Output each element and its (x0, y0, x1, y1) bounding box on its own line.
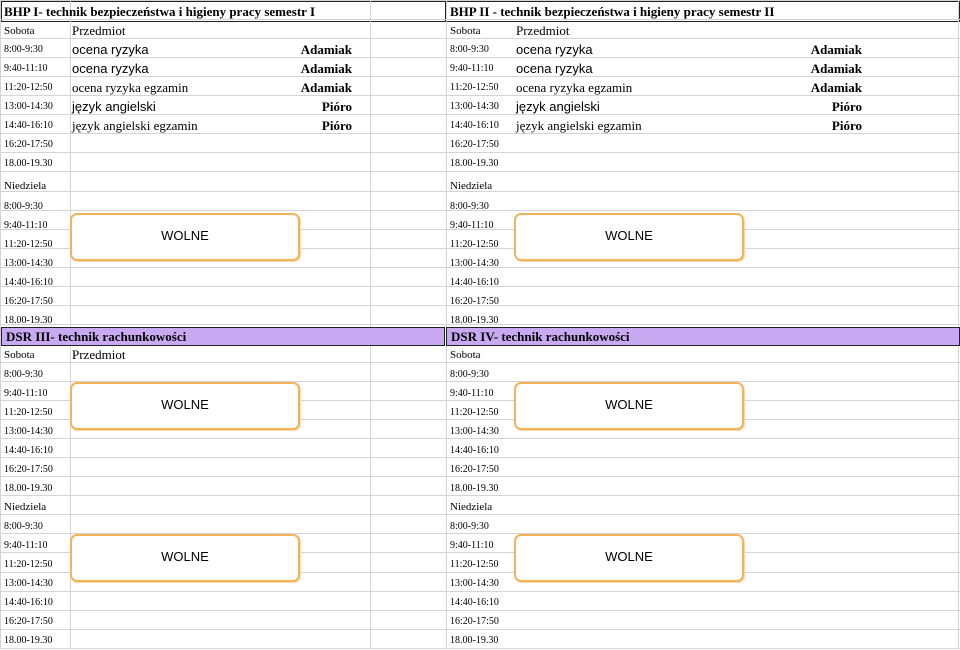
wolne-box-dsr4-sunday: WOLNE (514, 534, 744, 582)
teacher-cell (296, 154, 352, 173)
time-slot: 9:40-11:10 (4, 540, 48, 551)
time-slot: 18.00-19.30 (450, 483, 499, 494)
subject-cell: ocena ryzyka (516, 42, 593, 57)
time-slot: 13:00-14:30 (450, 578, 499, 589)
time-slot: 8:00-9:30 (450, 369, 489, 380)
sobota-label: Sobota (450, 25, 481, 37)
time-slot: 11:20-12:50 (4, 407, 53, 418)
time-slot: 14:40-16:10 (4, 597, 53, 608)
teacher-cell (806, 154, 862, 173)
time-slot: 16:20-17:50 (4, 139, 53, 150)
time-slot: 13:00-14:30 (450, 101, 499, 112)
grid-col-line (370, 0, 371, 648)
teacher-cell: Adamiak (300, 61, 352, 76)
subject-cell: ocena ryzyka (72, 42, 149, 57)
time-slot: 13:00-14:30 (4, 426, 53, 437)
subject-cell: język angielski (516, 99, 600, 114)
time-slot: 14:40-16:10 (4, 277, 53, 288)
time-slot: 16:20-17:50 (450, 616, 499, 627)
time-slot: 9:40-11:10 (4, 63, 48, 74)
subject-cell: ocena ryzyka egzamin (516, 80, 633, 95)
niedziela-label: Niedziela (4, 180, 47, 192)
time-slot: 11:20-12:50 (4, 239, 53, 250)
time-slot: 18.00-19.30 (4, 158, 53, 169)
time-slot: 9:40-11:10 (4, 388, 48, 399)
teacher-cell: Pióro (831, 118, 862, 133)
teacher-cell: Adamiak (300, 42, 352, 57)
przedmiot-header: Przedmiot (72, 23, 126, 38)
subject-cell: ocena ryzyka (72, 61, 149, 76)
subject-cell: język angielski egzamin (72, 118, 198, 133)
time-slot: 14:40-16:10 (4, 120, 53, 131)
time-slot: 14:40-16:10 (450, 445, 499, 456)
teacher-cell: Pióro (321, 99, 352, 114)
przedmiot-header: Przedmiot (72, 347, 126, 362)
time-slot: 9:40-11:10 (450, 540, 494, 551)
time-slot: 9:40-11:10 (450, 63, 494, 74)
grid-row-line (0, 0, 960, 1)
time-slot: 13:00-14:30 (4, 101, 53, 112)
time-slot: 8:00-9:30 (4, 201, 43, 212)
time-slot: 11:20-12:50 (4, 559, 53, 570)
subject-cell: ocena ryzyka egzamin (72, 80, 189, 95)
time-slot: 8:00-9:30 (450, 44, 489, 55)
time-slot: 13:00-14:30 (450, 426, 499, 437)
wolne-box-dsr4-saturday: WOLNE (514, 382, 744, 430)
niedziela-label: Niedziela (450, 180, 493, 192)
time-slot: 11:20-12:50 (450, 407, 499, 418)
time-slot: 14:40-16:10 (450, 120, 499, 131)
teacher-cell (806, 135, 862, 154)
teacher-cell: Pióro (831, 99, 862, 114)
time-slot: 11:20-12:50 (450, 239, 499, 250)
sobota-label: Sobota (450, 349, 481, 361)
time-slot: 11:20-12:50 (4, 82, 53, 93)
time-slot: 16:20-17:50 (450, 464, 499, 475)
time-slot: 9:40-11:10 (4, 220, 48, 231)
subject-cell: język angielski egzamin (516, 118, 642, 133)
time-slot: 14:40-16:10 (450, 277, 499, 288)
time-slot: 16:20-17:50 (450, 139, 499, 150)
time-slot: 9:40-11:10 (450, 220, 494, 231)
time-slot: 13:00-14:30 (4, 258, 53, 269)
time-slot: 11:20-12:50 (450, 82, 499, 93)
time-slot: 13:00-14:30 (450, 258, 499, 269)
block-title-bhp-2: BHP II - technik bezpieczeństwa i higieny pracy semestr II (450, 4, 775, 19)
time-slot: 9:40-11:10 (450, 388, 494, 399)
time-slot: 8:00-9:30 (4, 44, 43, 55)
time-slot: 13:00-14:30 (4, 578, 53, 589)
niedziela-label: Niedziela (4, 501, 47, 513)
time-slot: 18.00-19.30 (450, 315, 499, 326)
time-slot: 11:20-12:50 (450, 559, 499, 570)
time-slot: 16:20-17:50 (450, 296, 499, 307)
wolne-box-bhp2-sunday: WOLNE (514, 213, 744, 261)
subject-cell: ocena ryzyka (516, 61, 593, 76)
teacher-cell (296, 135, 352, 154)
grid-col-line (958, 0, 959, 648)
time-slot: 16:20-17:50 (4, 616, 53, 627)
teacher-cell: Adamiak (810, 42, 862, 57)
sobota-label: Sobota (4, 25, 35, 37)
time-slot: 18.00-19.30 (450, 635, 499, 646)
time-slot: 18.00-19.30 (450, 158, 499, 169)
teacher-cell: Pióro (321, 118, 352, 133)
time-slot: 18.00-19.30 (4, 483, 53, 494)
time-slot: 14:40-16:10 (4, 445, 53, 456)
time-slot: 8:00-9:30 (4, 369, 43, 380)
grid-col-line (446, 0, 447, 648)
sobota-label: Sobota (4, 349, 35, 361)
time-slot: 16:20-17:50 (4, 464, 53, 475)
teacher-cell: Adamiak (810, 61, 862, 76)
block-title-dsr-4: DSR IV- technik rachunkowości (446, 327, 960, 346)
niedziela-label: Niedziela (450, 501, 493, 513)
wolne-box-bhp1-sunday: WOLNE (70, 213, 300, 261)
time-slot: 18.00-19.30 (4, 635, 53, 646)
grid-col-line (0, 0, 1, 648)
wolne-box-dsr3-saturday: WOLNE (70, 382, 300, 430)
time-slot: 16:20-17:50 (4, 296, 53, 307)
time-slot: 8:00-9:30 (4, 521, 43, 532)
time-slot: 18.00-19.30 (4, 315, 53, 326)
subject-cell: język angielski (72, 99, 156, 114)
time-slot: 14:40-16:10 (450, 597, 499, 608)
wolne-box-dsr3-sunday: WOLNE (70, 534, 300, 582)
time-slot: 8:00-9:30 (450, 201, 489, 212)
teacher-cell: Adamiak (810, 80, 862, 95)
time-slot: 8:00-9:30 (450, 521, 489, 532)
przedmiot-header: Przedmiot (516, 23, 570, 38)
block-title-dsr-3: DSR III- technik rachunkowości (1, 327, 445, 346)
block-title-bhp-1: BHP I- technik bezpieczeństwa i higieny pracy semestr I (4, 4, 316, 19)
teacher-cell: Adamiak (300, 80, 352, 95)
